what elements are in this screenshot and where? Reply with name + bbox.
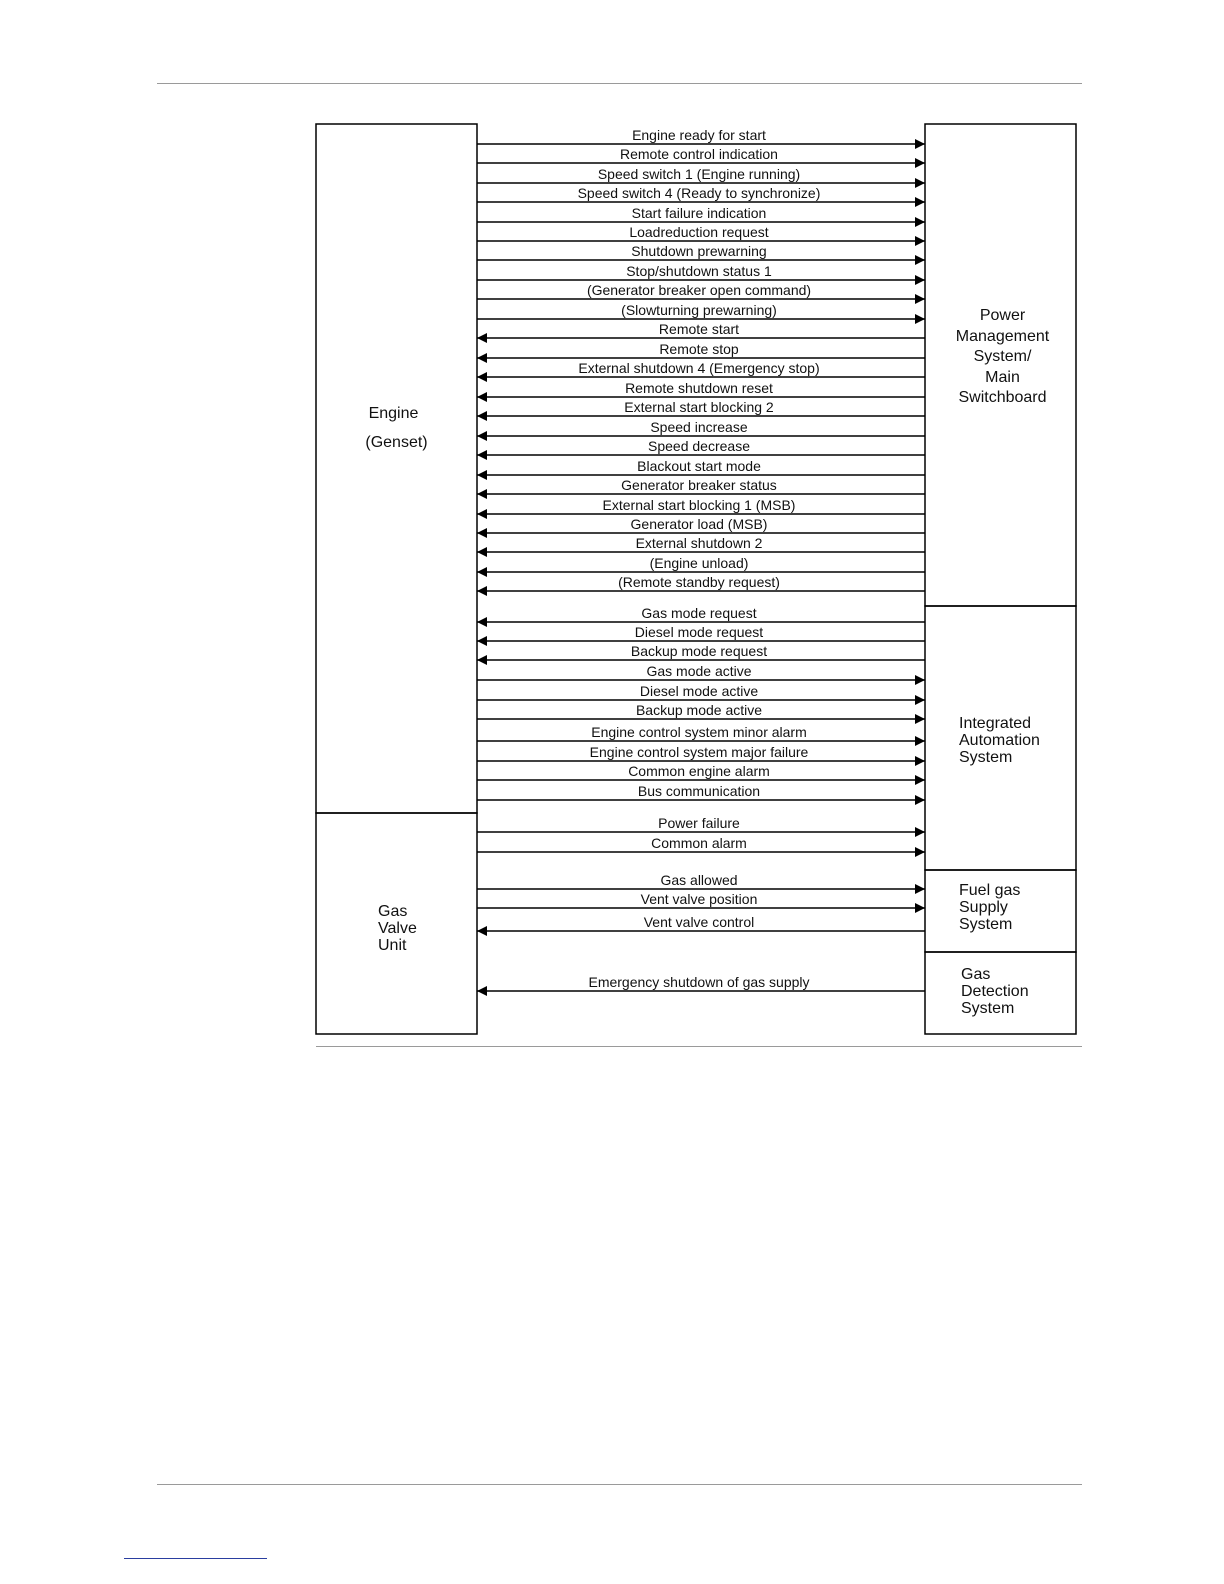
gas-detection-label bbox=[961, 966, 1029, 1017]
signal-label: Remote stop bbox=[659, 341, 739, 357]
gas-valve-unit-label-line3: Unit bbox=[378, 937, 407, 954]
fuel-gas-supply-label-line3: System bbox=[959, 916, 1013, 933]
signal-label: Generator load (MSB) bbox=[630, 516, 768, 532]
signal-label: Start failure indication bbox=[631, 205, 767, 221]
fuel-gas-supply-label-line2: Supply bbox=[959, 899, 1008, 916]
signal-label: (Remote standby request) bbox=[618, 574, 780, 590]
integrated-automation-label-line2: Automation bbox=[959, 732, 1040, 749]
signal-label: Shutdown prewarning bbox=[631, 243, 767, 259]
signal-label: External start blocking 1 (MSB) bbox=[602, 497, 796, 513]
power-management-label-line5: Switchboard bbox=[958, 389, 1047, 406]
power-management-label bbox=[925, 306, 1080, 409]
gas-detection-label-line2: Detection bbox=[961, 983, 1029, 1000]
signal-label: External shutdown 4 (Emergency stop) bbox=[578, 360, 820, 376]
signal-label: Stop/shutdown status 1 bbox=[626, 263, 772, 279]
signal-label: Engine control system major failure bbox=[589, 744, 809, 760]
signal-label: Loadreduction request bbox=[629, 224, 769, 240]
signal-label: Diesel mode request bbox=[634, 624, 764, 640]
signal-label: External shutdown 2 bbox=[635, 535, 763, 551]
signal-label: Gas mode request bbox=[641, 605, 757, 621]
signal-label: Common alarm bbox=[651, 835, 747, 851]
signal-label: Gas allowed bbox=[660, 872, 738, 888]
signal-label: (Generator breaker open command) bbox=[586, 282, 812, 298]
gas-detection-label-line1: Gas bbox=[961, 966, 991, 983]
gas-valve-unit-label bbox=[378, 903, 417, 954]
fuel-gas-supply-label bbox=[959, 882, 1020, 933]
signal-label: Speed decrease bbox=[648, 438, 750, 454]
signal-label: Bus communication bbox=[637, 783, 761, 799]
signal-label: Remote start bbox=[658, 321, 740, 337]
signal-label: Power failure bbox=[658, 815, 740, 831]
signal-label: Backup mode active bbox=[635, 702, 763, 718]
signal-label: Diesel mode active bbox=[639, 683, 759, 699]
signal-label: Speed increase bbox=[650, 419, 748, 435]
signal-label: Vent valve control bbox=[643, 914, 755, 930]
fuel-gas-supply-label-line1: Fuel gas bbox=[959, 882, 1021, 899]
signal-label: Vent valve position bbox=[640, 891, 758, 907]
signal-label: Blackout start mode bbox=[637, 458, 761, 474]
engine-label-line1: Engine bbox=[368, 405, 419, 422]
signal-lines bbox=[477, 127, 925, 991]
gas-detection-label-line3: System bbox=[961, 1000, 1015, 1017]
signal-label: Engine control system minor alarm bbox=[591, 724, 807, 740]
signal-label: Backup mode request bbox=[630, 643, 768, 659]
engine-label bbox=[316, 404, 477, 453]
signal-label: Emergency shutdown of gas supply bbox=[588, 974, 810, 990]
power-management-label-line4: Main bbox=[985, 368, 1020, 386]
signal-label: Remote control indication bbox=[620, 146, 778, 162]
engine-label-line2: (Genset) bbox=[365, 434, 428, 451]
signal-label: External start blocking 2 bbox=[624, 399, 774, 415]
integrated-automation-label bbox=[959, 715, 1040, 766]
power-management-label-line3: System/ bbox=[973, 348, 1032, 365]
power-management-label-line1: Power bbox=[979, 307, 1026, 324]
signal-label: Remote shutdown reset bbox=[625, 380, 773, 396]
signal-label: Gas mode active bbox=[646, 663, 752, 679]
signal-label: (Engine unload) bbox=[649, 555, 749, 571]
engine-box bbox=[316, 124, 477, 813]
integrated-automation-label-line3: System bbox=[959, 749, 1013, 766]
signal-label: (Slowturning prewarning) bbox=[621, 302, 777, 318]
signal-label: Speed switch 1 (Engine running) bbox=[597, 166, 801, 182]
gas-valve-unit-label-line1: Gas bbox=[378, 903, 408, 920]
signal-label: Generator breaker status bbox=[621, 477, 777, 493]
integrated-automation-label-line1: Integrated bbox=[959, 715, 1032, 732]
signal-label: Engine ready for start bbox=[632, 127, 766, 143]
power-management-label-line2: Management bbox=[955, 327, 1050, 345]
signal-label: Common engine alarm bbox=[628, 763, 770, 779]
gas-valve-unit-label-line2: Valve bbox=[378, 920, 417, 937]
signal-label: Speed switch 4 (Ready to synchronize) bbox=[577, 185, 821, 201]
